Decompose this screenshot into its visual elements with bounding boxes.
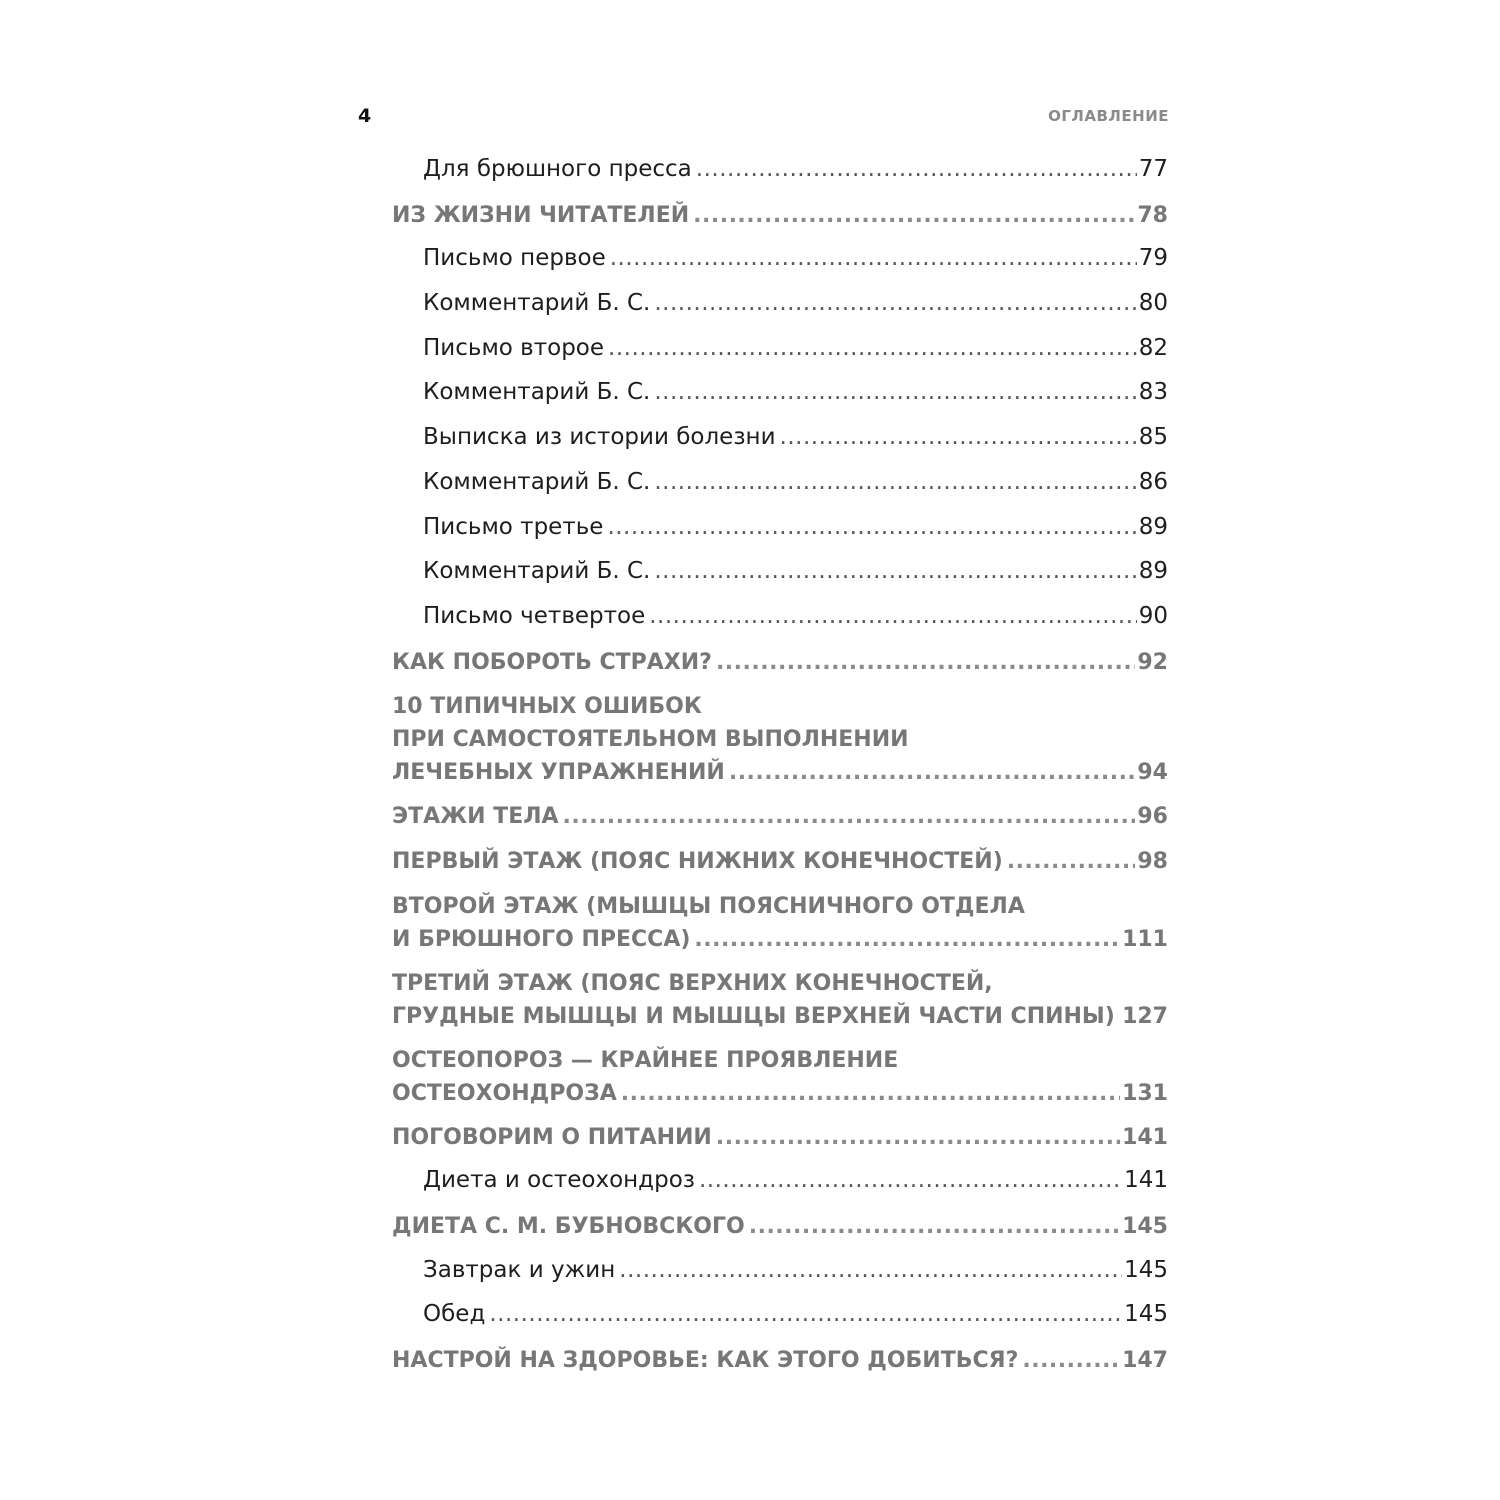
- toc-entry-page: 94: [1137, 760, 1168, 786]
- dot-leader: [729, 756, 1136, 789]
- toc-entry-title: Диета и остеохондроз: [423, 1167, 695, 1194]
- dot-leader: [716, 646, 1135, 679]
- running-head: ОГЛАВЛЕНИЕ: [1048, 107, 1169, 125]
- dot-leader: [1007, 845, 1136, 878]
- toc-entry-title: ПОГОВОРИМ О ПИТАНИИ: [392, 1124, 712, 1150]
- toc-entry-title-line: 10 ТИПИЧНЫХ ОШИБОК: [392, 694, 702, 720]
- toc-heading[interactable]: [392, 1205, 1168, 1250]
- toc-entry-page: 111: [1122, 926, 1168, 952]
- toc-heading[interactable]: [392, 641, 1168, 686]
- toc-entry-page: 85: [1138, 424, 1168, 451]
- toc-subentry[interactable]: [392, 149, 1168, 194]
- dot-leader: [563, 800, 1136, 833]
- toc-subentry[interactable]: [392, 372, 1168, 417]
- toc-entry-title-line: И БРЮШНОГО ПРЕССА): [392, 926, 691, 952]
- toc-subentry[interactable]: [392, 1250, 1168, 1295]
- toc-entry-title-line: ОСТЕОХОНДРОЗА: [392, 1080, 617, 1106]
- toc-heading[interactable]: [392, 1039, 1168, 1116]
- toc-entry-title-line: ГРУДНЫЕ МЫШЦЫ И МЫШЦЫ ВЕРХНЕЙ ЧАСТИ СПИНЫ): [392, 1003, 1115, 1029]
- toc-entry-page: 90: [1138, 602, 1168, 629]
- toc-subentry[interactable]: [392, 596, 1168, 641]
- toc-heading[interactable]: [392, 685, 1168, 795]
- toc-entry-page: 89: [1138, 513, 1168, 540]
- toc-subentry[interactable]: [392, 238, 1168, 283]
- toc-entry-page: 89: [1138, 558, 1168, 585]
- toc-heading[interactable]: [392, 962, 1168, 1039]
- toc-entry-last-line: [392, 1000, 1168, 1033]
- dot-leader: [716, 1121, 1120, 1154]
- toc-entry-title: КАК ПОБОРОТЬ СТРАХИ?: [392, 649, 712, 675]
- toc-subentry[interactable]: [392, 328, 1168, 373]
- toc-subentry[interactable]: [392, 1160, 1168, 1205]
- toc-entry-page: 131: [1122, 1080, 1168, 1106]
- toc-entry-page: 96: [1137, 804, 1168, 830]
- toc-entry-title-line: ТРЕТИЙ ЭТАЖ (ПОЯС ВЕРХНИХ КОНЕЧНОСТЕЙ,: [392, 970, 993, 996]
- toc-entry-title: Обед: [423, 1301, 486, 1328]
- dot-leader: [696, 149, 1137, 189]
- toc-entry-page: 98: [1137, 848, 1168, 874]
- toc-entry-title: Письмо второе: [423, 334, 605, 361]
- toc-heading[interactable]: [392, 194, 1168, 239]
- dot-leader: [699, 1160, 1122, 1200]
- toc-heading[interactable]: [392, 1116, 1168, 1161]
- toc-entry-page: 77: [1138, 156, 1168, 182]
- toc-entry-title: ИЗ ЖИЗНИ ЧИТАТЕЛЕЙ: [392, 202, 690, 228]
- dot-leader: [610, 238, 1137, 278]
- toc-subentry[interactable]: [392, 417, 1168, 462]
- toc-entry-page: 145: [1124, 1256, 1168, 1283]
- page-number: 4: [358, 105, 372, 127]
- dot-leader: [621, 1077, 1120, 1110]
- dot-leader: [693, 199, 1135, 232]
- dot-leader: [654, 462, 1136, 502]
- toc-entry-title-line: ВТОРОЙ ЭТАЖ (МЫШЦЫ ПОЯСНИЧНОГО ОТДЕЛА: [392, 893, 1025, 919]
- toc-entry-title-line: ОСТЕОПОРОЗ — КРАЙНЕЕ ПРОЯВЛЕНИЕ: [392, 1047, 899, 1073]
- toc-heading[interactable]: [392, 840, 1168, 885]
- toc-entry-title-line: ЛЕЧЕБНЫХ УПРАЖНЕНИЙ: [392, 760, 725, 786]
- dot-leader: [654, 283, 1136, 323]
- toc-subentry[interactable]: [392, 462, 1168, 507]
- toc-heading[interactable]: [392, 1339, 1168, 1384]
- dot-leader: [749, 1210, 1120, 1243]
- toc-entry-title: Письмо третье: [423, 513, 604, 540]
- toc-entry-page: 145: [1124, 1301, 1168, 1328]
- toc-subentry[interactable]: [392, 1294, 1168, 1339]
- toc-entry-page: 79: [1138, 245, 1168, 272]
- toc-entry-title: Письмо четвертое: [423, 602, 646, 629]
- toc-entry-title: Письмо первое: [423, 245, 606, 272]
- toc-entry-page: 86: [1138, 468, 1168, 495]
- toc-entry-title: Выписка из истории болезни: [423, 424, 776, 451]
- toc-entry-last-line: [392, 1077, 1168, 1110]
- toc-heading[interactable]: [392, 885, 1168, 962]
- table-of-contents: [392, 149, 1168, 1384]
- dot-leader: [608, 328, 1137, 368]
- toc-entry-title: ПЕРВЫЙ ЭТАЖ (ПОЯС НИЖНИХ КОНЕЧНОСТЕЙ): [392, 848, 1003, 874]
- toc-entry-title: Комментарий Б. С.: [423, 379, 651, 406]
- dot-leader: [607, 507, 1136, 547]
- toc-entry-title: Для брюшного пресса: [423, 156, 692, 182]
- dot-leader: [654, 372, 1136, 412]
- toc-entry-title: Завтрак и ужин: [423, 1256, 616, 1283]
- toc-subentry[interactable]: [392, 507, 1168, 552]
- toc-heading[interactable]: [392, 795, 1168, 840]
- toc-entry-page: 127: [1122, 1003, 1168, 1029]
- dot-leader: [694, 923, 1120, 956]
- toc-entry-page: 141: [1124, 1167, 1168, 1194]
- toc-entry-page: 78: [1137, 202, 1168, 228]
- toc-entry-page: 147: [1122, 1348, 1168, 1374]
- dot-leader: [654, 551, 1136, 591]
- toc-subentry[interactable]: [392, 551, 1168, 596]
- toc-entry-page: 145: [1122, 1214, 1168, 1239]
- toc-entry-title: ДИЕТА С. М. БУБНОВСКОГО: [392, 1214, 745, 1239]
- toc-entry-page: 141: [1122, 1124, 1168, 1150]
- toc-entry-title: ЭТАЖИ ТЕЛА: [392, 804, 559, 830]
- toc-entry-title: НАСТРОЙ НА ЗДОРОВЬЕ: КАК ЭТОГО ДОБИТЬСЯ?: [392, 1348, 1019, 1374]
- toc-entry-page: 92: [1137, 649, 1168, 675]
- toc-entry-last-line: [392, 923, 1168, 956]
- dot-leader: [780, 417, 1137, 457]
- toc-entry-title-line: ПРИ САМОСТОЯТЕЛЬНОМ ВЫПОЛНЕНИИ: [392, 727, 909, 753]
- toc-entry-title: Комментарий Б. С.: [423, 290, 651, 317]
- toc-entry-page: 83: [1138, 379, 1168, 406]
- dot-leader: [489, 1294, 1122, 1334]
- dot-leader: [619, 1250, 1122, 1290]
- toc-subentry[interactable]: [392, 283, 1168, 328]
- dot-leader: [649, 596, 1136, 636]
- toc-entry-title: Комментарий Б. С.: [423, 468, 651, 495]
- toc-entry-page: 80: [1138, 290, 1168, 317]
- dot-leader: [1022, 1344, 1120, 1377]
- toc-entry-page: 82: [1138, 334, 1168, 361]
- toc-entry-title: Комментарий Б. С.: [423, 558, 651, 585]
- toc-entry-last-line: [392, 756, 1168, 789]
